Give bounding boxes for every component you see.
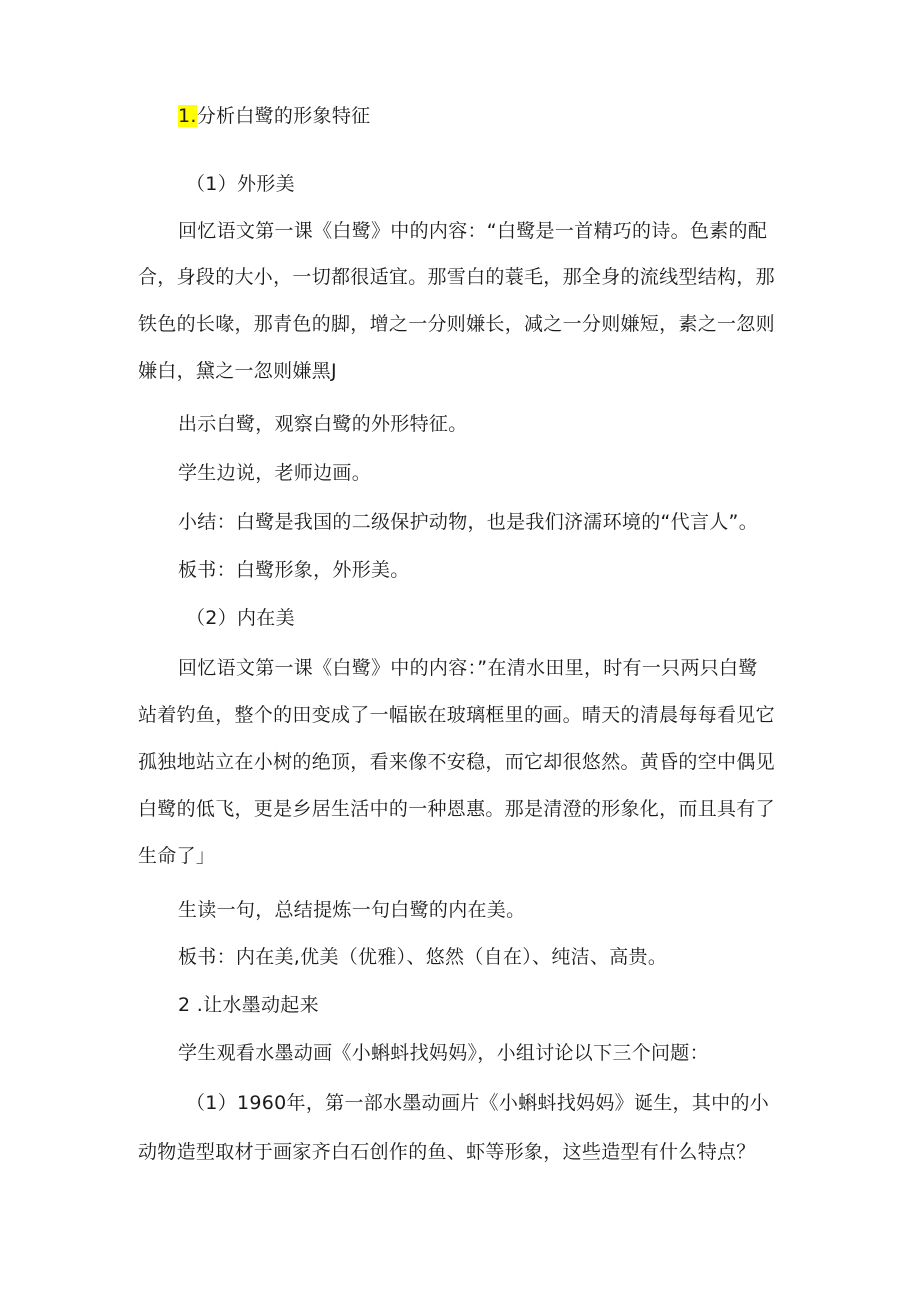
- paragraph-line: 孤独地站立在小树的绝顶，看来像不安稳，而它却很悠然。黄昏的空中偶见: [138, 751, 775, 773]
- subheading-inner-beauty: （2）内在美: [186, 607, 295, 629]
- question-line: 动物造型取材于画家齐白石创作的鱼、虾等形象，这些造型有什么特点？: [138, 1141, 756, 1163]
- paragraph-line: 合，身段的大小，一切都很适宜。那雪白的蓑毛，那全身的流线型结构，那: [138, 266, 775, 288]
- paragraph: 板书：白鹭形象，外形美。: [178, 559, 410, 581]
- paragraph: 生读一句，总结提炼一句白鹭的内在美。: [178, 899, 526, 921]
- paragraph-line: 回忆语文第一课《白鹭》中的内容：“白鹭是一首精巧的诗。色素的配: [178, 220, 768, 242]
- heading-1-text: 分析白鹭的形象特征: [196, 105, 371, 127]
- paragraph-line: 白鹭的低飞，更是乡居生活中的一种恩惠。那是清澄的形象化，而且具有了: [138, 798, 775, 820]
- subheading-appearance: （1）外形美: [186, 173, 295, 195]
- paragraph-line: 站着钓鱼，整个的田变成了一幅嵌在玻璃框里的画。晴天的清晨每每看见它: [138, 704, 775, 726]
- question-line: （1）1960年，第一部水墨动画片《小蝌蚪找妈妈》诞生，其中的小: [186, 1092, 770, 1114]
- heading-1-number: 1.: [178, 105, 197, 127]
- paragraph: 学生观看水墨动画《小蝌蚪找妈妈》，小组讨论以下三个问题：: [178, 1042, 709, 1064]
- paragraph-line: 嫌白，黛之一忽则嫌黑J: [138, 360, 337, 382]
- paragraph-line: 生命了」: [138, 845, 216, 867]
- heading-2: 2 .让水墨动起来: [178, 994, 319, 1016]
- heading-1: [178, 103, 370, 129]
- paragraph: 板书：内在美,优美（优雅）、悠然（自在）、纯洁、高贵。: [178, 946, 668, 968]
- paragraph: 学生边说，老师边画。: [178, 462, 372, 484]
- paragraph: 小结：白鹭是我国的二级保护动物，也是我们济濡环境的“代言人”。: [178, 511, 758, 533]
- paragraph-line: 铁色的长喙，那青色的脚，增之一分则嫌长，减之一分则嫌短，素之一忽则: [138, 313, 775, 335]
- paragraph-line: 回忆语文第一课《白鹭》中的内容：”在清水田里，时有一只两只白鹭: [178, 657, 758, 679]
- paragraph: 出示白鹭，观察白鹭的外形特征。: [178, 413, 468, 435]
